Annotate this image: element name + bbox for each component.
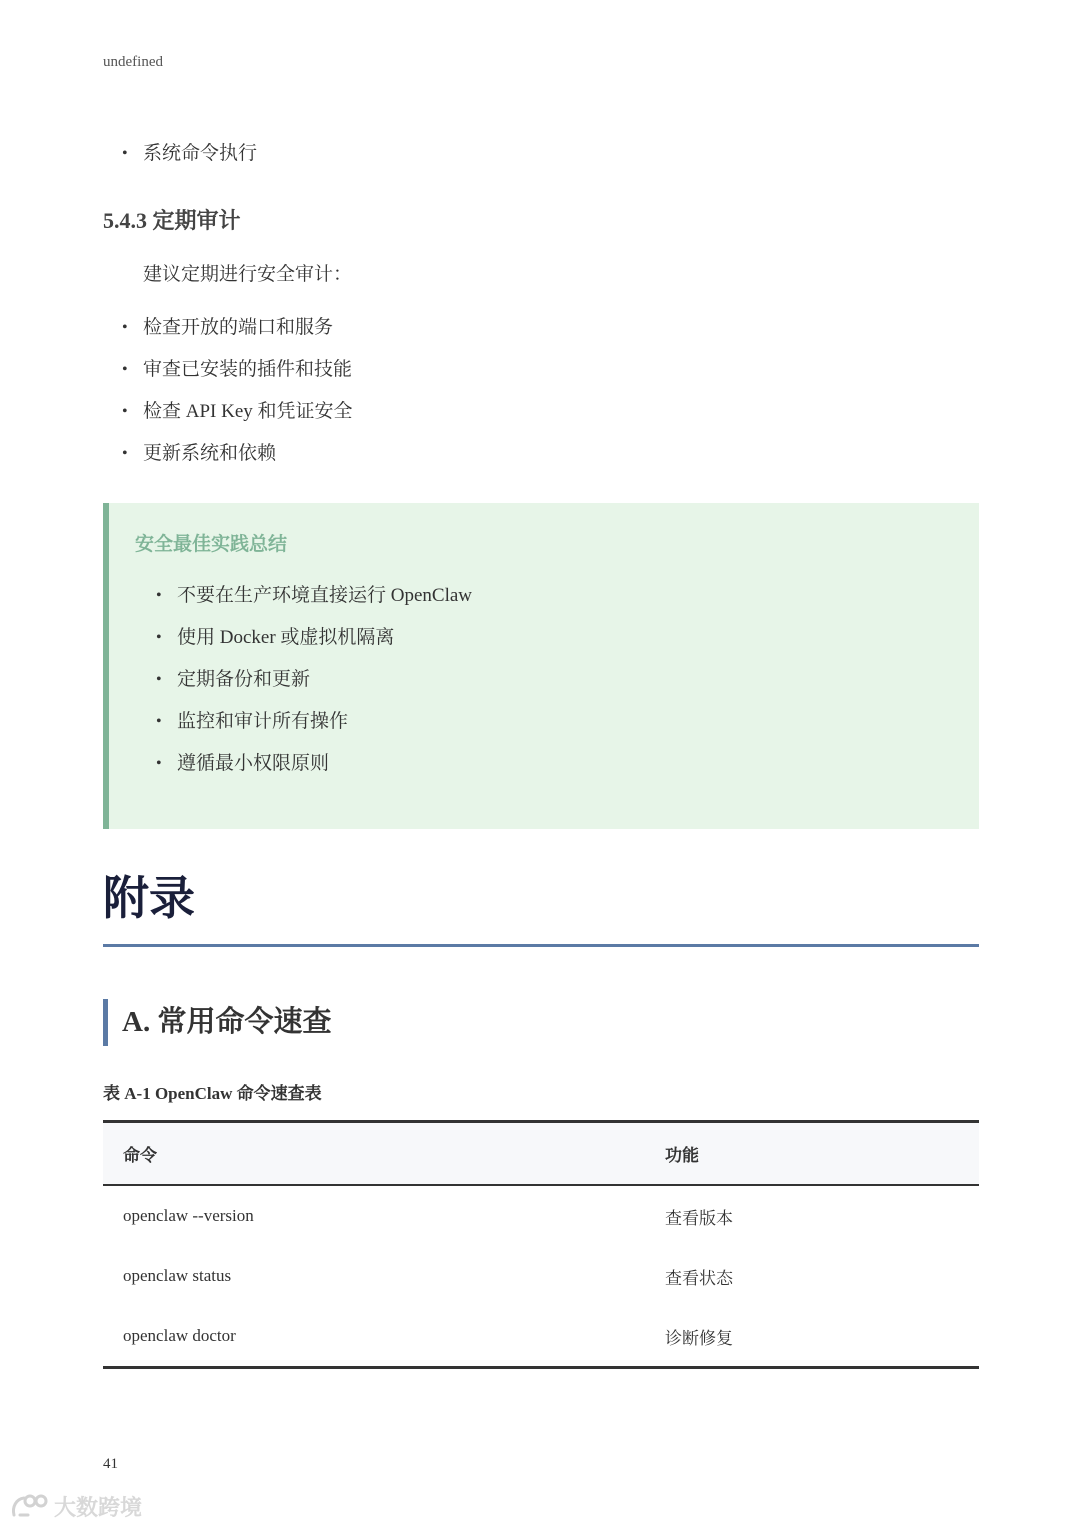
function-cell: 诊断修复 bbox=[645, 1306, 979, 1368]
list-item: • 系统命令执行 bbox=[122, 140, 257, 182]
list-item: • 检查 API Key 和凭证安全 bbox=[122, 398, 353, 440]
list-item: • 使用 Docker 或虚拟机隔离 bbox=[156, 624, 472, 666]
function-cell: 查看版本 bbox=[665, 1208, 733, 1228]
title-divider bbox=[103, 944, 979, 947]
function-cell: 查看状态 bbox=[665, 1268, 733, 1288]
command-cell: openclaw status bbox=[123, 1266, 232, 1285]
list-item: • 不要在生产环境直接运行 OpenClaw bbox=[156, 582, 472, 624]
table-caption: 表 A-1 OpenClaw 命令速查表 bbox=[103, 1084, 322, 1103]
audit-bullet-list bbox=[122, 314, 353, 482]
list-item: • 检查开放的端口和服务 bbox=[122, 314, 353, 356]
list-item: • 更新系统和依赖 bbox=[122, 440, 353, 482]
list-item: • 定期备份和更新 bbox=[156, 666, 472, 708]
list-item: • 监控和审计所有操作 bbox=[156, 708, 472, 750]
table-row bbox=[103, 1246, 979, 1306]
appendix-section-title: A. 常用命令速查 bbox=[103, 999, 331, 1046]
callout-title: 安全最佳实践总结 bbox=[135, 533, 288, 555]
column-header-function: 功能 bbox=[645, 1122, 979, 1186]
running-header: undefined bbox=[103, 54, 163, 70]
appendix-title: 附录 bbox=[103, 871, 195, 925]
command-table bbox=[103, 1120, 979, 1369]
callout-bullet-list bbox=[156, 582, 472, 792]
section-heading-5-4-3: 5.4.3 定期审计 bbox=[103, 208, 241, 233]
watermark bbox=[10, 1491, 142, 1522]
list-item: • 遵循最小权限原则 bbox=[156, 750, 472, 792]
best-practices-callout bbox=[103, 503, 979, 829]
logo-icon bbox=[10, 1493, 50, 1521]
command-cell: openclaw doctor bbox=[103, 1306, 645, 1368]
section-intro: 建议定期进行安全审计： bbox=[143, 264, 353, 285]
table-header-row bbox=[103, 1122, 979, 1186]
watermark-text: 大数跨境 bbox=[54, 1496, 143, 1521]
page-number: 41 bbox=[103, 1456, 118, 1472]
top-bullet-list bbox=[122, 140, 257, 182]
table-row bbox=[103, 1306, 979, 1368]
table-row bbox=[103, 1185, 979, 1246]
column-header-command: 命令 bbox=[103, 1122, 645, 1186]
command-cell: openclaw --version bbox=[123, 1206, 254, 1225]
list-item: • 审查已安装的插件和技能 bbox=[122, 356, 353, 398]
